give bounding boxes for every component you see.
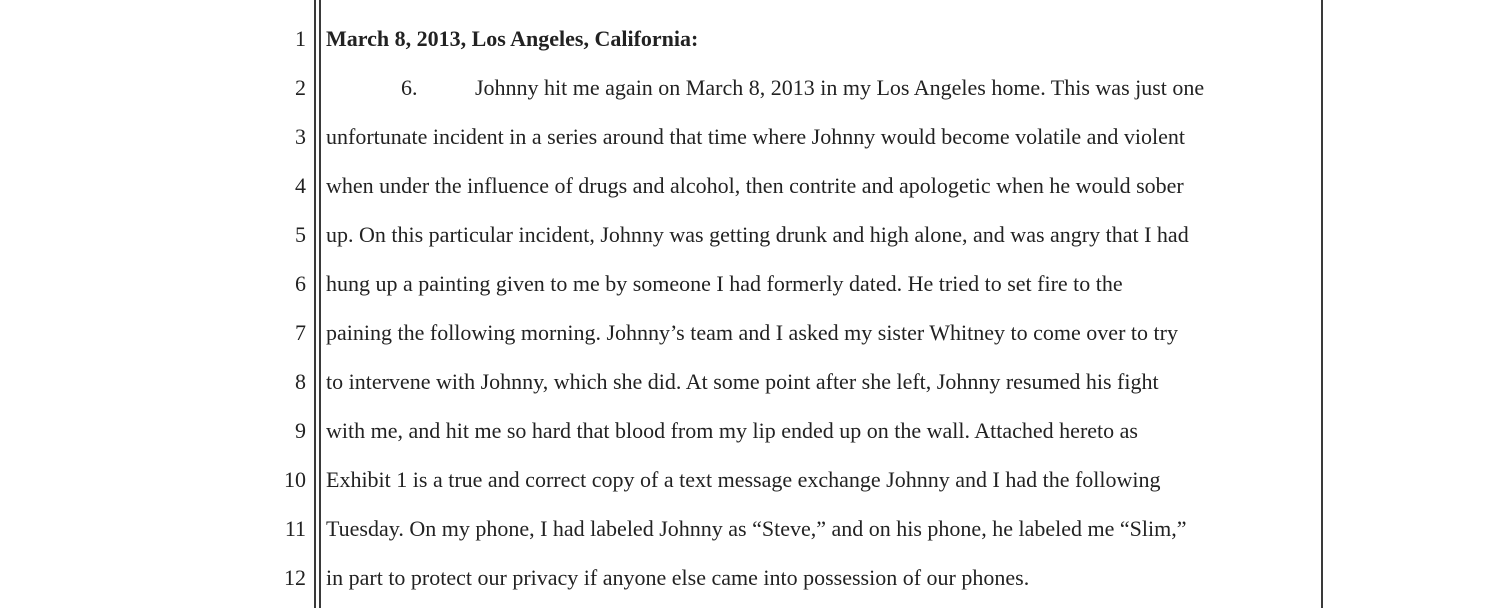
line-number: 12 [284, 565, 306, 590]
paragraph-number: 6. [401, 75, 418, 100]
left-margin-rule-inner [319, 0, 321, 608]
line-number: 10 [284, 467, 306, 492]
text-line: Exhibit 1 is a true and correct copy of a text message exchange Johnny and I had the following [326, 467, 1161, 492]
line-number: 7 [295, 320, 306, 345]
line-number: 4 [295, 173, 306, 198]
line-number: 3 [295, 124, 306, 149]
line-number: 11 [284, 516, 306, 541]
text-line: when under the influence of drugs and alcohol, then contrite and apologetic when he would sober [326, 173, 1184, 198]
line-number: 1 [295, 26, 306, 51]
line-number: 5 [295, 222, 306, 247]
text-line: up. On this particular incident, Johnny was getting drunk and high alone, and was angry that I had [326, 222, 1189, 247]
text-line: with me, and hit me so hard that blood from my lip ended up on the wall. Attached hereto as [326, 418, 1138, 443]
line-number: 2 [295, 75, 306, 100]
section-heading: March 8, 2013, Los Angeles, California: [326, 26, 699, 51]
left-margin-rule [314, 0, 316, 608]
line-number: 6 [295, 271, 306, 296]
text-line: Tuesday. On my phone, I had labeled Johnny as “Steve,” and on his phone, he labeled me “Slim,” [326, 516, 1187, 541]
text-line: in part to protect our privacy if anyone else came into possession of our phones. [326, 565, 1030, 590]
text-line: hung up a painting given to me by someone I had formerly dated. He tried to set fire to the [326, 271, 1123, 296]
line-number: 8 [295, 369, 306, 394]
paragraph-first-line [326, 76, 1204, 100]
text-line: Johnny hit me again on March 8, 2013 in my Los Angeles home. This was just one [475, 75, 1205, 100]
right-margin-rule [1321, 0, 1323, 608]
text-line: paining the following morning. Johnny’s team and I asked my sister Whitney to come over to try [326, 320, 1178, 345]
line-number: 9 [295, 418, 306, 443]
text-line: to intervene with Johnny, which she did. At some point after she left, Johnny resumed his fight [326, 369, 1159, 394]
text-line: unfortunate incident in a series around that time where Johnny would become volatile and violent [326, 124, 1185, 149]
